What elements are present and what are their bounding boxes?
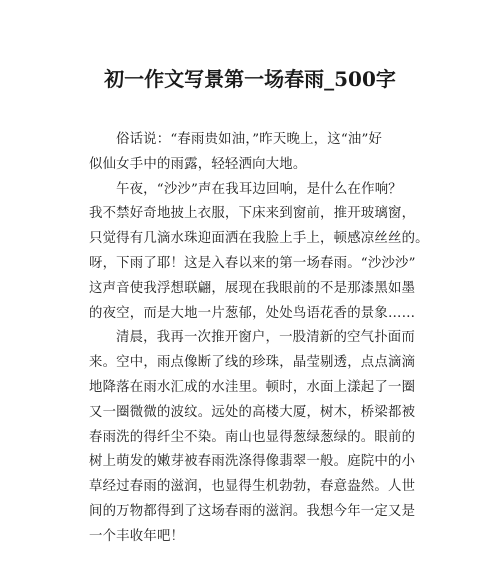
text-line: 一个丰收年吧！ [89,528,185,544]
text-line: 我不禁好奇地披上衣服，下床来到窗前，推开玻璃窗， [89,206,416,222]
document-title: 初一作文写景第一场春雨_500字 [104,67,396,91]
text-line: 只觉得有几滴水珠迎面洒在我脸上手上，顿感凉丝丝的。 [89,231,429,247]
text-line: 似仙女手中的雨露，轻轻洒向大地。 [89,156,307,172]
text-line: 又一圈微微的波纹。远处的高楼大厦，树木，桥梁都被 [89,404,416,420]
text-line: 树上萌发的嫩芽被春雨洗涤得像翡翠一般。庭院中的小 [89,454,416,470]
text-line: 间的万物都得到了这场春雨的滋润。我想今年一定又是 [89,503,416,519]
text-line: 清晨，我再一次推开窗户，一股清新的空气扑面而 [116,330,415,346]
text-line: 来。空中，雨点像断了线的珍珠，晶莹剔透，点点滴滴 [89,355,416,371]
text-line: 地降落在雨水汇成的水洼里。顿时，水面上漾起了一圈 [89,379,416,395]
text-line: 春雨洗的得纤尘不染。南山也显得葱绿葱绿的。眼前的 [89,429,416,445]
document-body [89,128,429,550]
paragraph-1 [89,128,425,178]
paragraph-3 [89,326,425,549]
paragraph-2 [89,178,429,327]
text-line: 俗话说：“春雨贵如油，”昨天晚上，这“油”好 [116,132,383,147]
text-line: 的夜空，而是大地一片葱郁，处处鸟语花香的景象…… [89,305,416,321]
text-line: 这声音使我浮想联翩，展现在我眼前的不是那漆黑如墨 [89,280,416,296]
text-line: 呀，下雨了耶！这是入春以来的第一场春雨。“沙沙沙” [89,255,416,271]
text-line: 草经过春雨的滋润，也显得生机勃勃，春意盎然。人世 [89,479,416,495]
text-line: 午夜，“沙沙”声在我耳边回响，是什么在作响？ [116,181,402,197]
